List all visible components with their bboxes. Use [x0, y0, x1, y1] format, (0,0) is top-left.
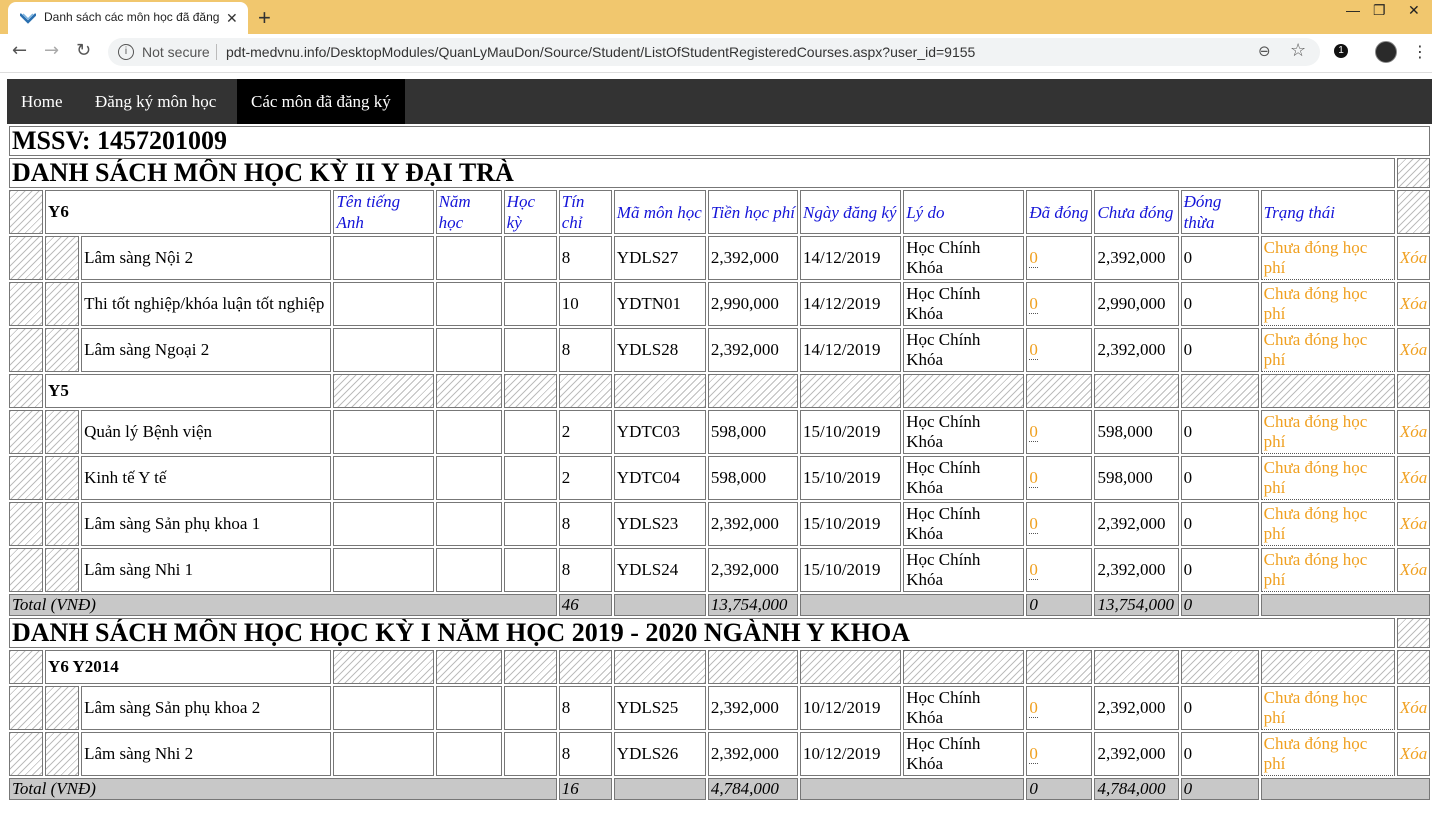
course-name: Lâm sàng Nhi 2 [81, 732, 331, 776]
course-name: Thi tốt nghiệp/khóa luận tốt nghiệp [81, 282, 331, 326]
omnibox-divider [216, 44, 217, 60]
unpaid-amount: 2,392,000 [1094, 236, 1178, 280]
course-name: Lâm sàng Ngoại 2 [81, 328, 331, 372]
col-tien-hoc-phi: Tiền học phí [708, 190, 798, 234]
course-fee: 2,392,000 [708, 236, 798, 280]
register-date: 15/10/2019 [800, 456, 901, 500]
section-title: DANH SÁCH MÔN HỌC KỲ II Y ĐẠI TRÀ [9, 158, 1395, 188]
info-icon[interactable]: i [118, 44, 134, 60]
register-date: 14/12/2019 [800, 236, 901, 280]
minimize-icon[interactable]: — [1346, 2, 1360, 18]
register-date: 15/10/2019 [800, 410, 901, 454]
total-overpaid: 0 [1181, 594, 1259, 616]
course-code: YDTN01 [614, 282, 706, 326]
paid-amount-link[interactable]: 0 [1029, 560, 1038, 579]
reason: Học Chính Khóa [903, 328, 1024, 372]
group-label: Y5 [45, 374, 331, 408]
course-fee: 598,000 [708, 410, 798, 454]
col-ten-tieng-anh: Tên tiếng Anh [333, 190, 433, 234]
course-fee: 598,000 [708, 456, 798, 500]
profile-avatar[interactable] [1375, 41, 1397, 63]
overpaid-amount: 0 [1181, 236, 1259, 280]
total-unpaid: 4,784,000 [1094, 778, 1178, 800]
unpaid-amount: 598,000 [1094, 456, 1178, 500]
course-name: Kinh tế Y tế [81, 456, 331, 500]
payment-status: Chưa đóng học phí [1261, 502, 1395, 546]
overpaid-amount: 0 [1181, 282, 1259, 326]
col-tin-chi: Tín chỉ [559, 190, 612, 234]
unpaid-amount: 598,000 [1094, 410, 1178, 454]
course-name: Lâm sàng Nhi 1 [81, 548, 331, 592]
payment-status: Chưa đóng học phí [1261, 456, 1395, 500]
col-hoc-ky: Học kỳ [504, 190, 557, 234]
mssv-row [9, 126, 1430, 156]
site-nav [7, 79, 1432, 124]
course-code: YDTC03 [614, 410, 706, 454]
group-label: Y6 [45, 190, 331, 234]
course-credits: 2 [559, 456, 612, 500]
register-date: 10/12/2019 [800, 732, 901, 776]
browser-toolbar [0, 34, 1432, 73]
overpaid-amount: 0 [1181, 410, 1259, 454]
overpaid-amount: 0 [1181, 732, 1259, 776]
close-tab-icon[interactable]: ✕ [226, 10, 238, 26]
course-credits: 8 [559, 328, 612, 372]
total-paid: 0 [1026, 778, 1092, 800]
payment-status: Chưa đóng học phí [1261, 686, 1395, 730]
reason: Học Chính Khóa [903, 456, 1024, 500]
reason: Học Chính Khóa [903, 732, 1024, 776]
payment-status: Chưa đóng học phí [1261, 410, 1395, 454]
group-row [9, 374, 1430, 408]
course-name: Lâm sàng Sản phụ khoa 2 [81, 686, 331, 730]
unpaid-amount: 2,392,000 [1094, 732, 1178, 776]
nav-registered-courses[interactable]: Các môn đã đăng ký [237, 79, 405, 124]
address-bar[interactable] [108, 38, 1320, 66]
table-row [9, 282, 1430, 326]
course-fee: 2,392,000 [708, 732, 798, 776]
paid-amount-link[interactable]: 0 [1029, 294, 1038, 313]
table-row [9, 732, 1430, 776]
delete-link[interactable]: Xóa [1397, 236, 1430, 280]
browser-menu-icon[interactable]: ⋮ [1412, 42, 1428, 61]
col-trang-thai: Trạng thái [1261, 190, 1395, 234]
table-row [9, 328, 1430, 372]
payment-status: Chưa đóng học phí [1261, 328, 1395, 372]
overpaid-amount: 0 [1181, 548, 1259, 592]
delete-link[interactable]: Xóa [1397, 502, 1430, 546]
table-row [9, 236, 1430, 280]
register-date: 14/12/2019 [800, 282, 901, 326]
delete-link[interactable]: Xóa [1397, 548, 1430, 592]
forward-icon[interactable]: → [44, 40, 60, 61]
col-ma-mon-hoc: Mã môn học [614, 190, 706, 234]
total-fee: 4,784,000 [708, 778, 798, 800]
overpaid-amount: 0 [1181, 686, 1259, 730]
section-title-row [9, 618, 1430, 648]
reason: Học Chính Khóa [903, 410, 1024, 454]
register-date: 15/10/2019 [800, 548, 901, 592]
col-chua-dong: Chưa đóng [1094, 190, 1178, 234]
table-row [9, 456, 1430, 500]
overpaid-amount: 0 [1181, 456, 1259, 500]
not-secure-label[interactable]: Not secure [142, 44, 210, 60]
paid-amount-link[interactable]: 0 [1029, 468, 1038, 487]
register-date: 15/10/2019 [800, 502, 901, 546]
section-title: DANH SÁCH MÔN HỌC HỌC KỲ I NĂM HỌC 2019 - 2020 NGÀNH Y KHOA [9, 618, 1395, 648]
col-ngay-dang-ky: Ngày đăng ký [800, 190, 901, 234]
paid-amount-link[interactable]: 0 [1029, 744, 1038, 763]
reason: Học Chính Khóa [903, 686, 1024, 730]
delete-link[interactable]: Xóa [1397, 456, 1430, 500]
paid-amount-link[interactable]: 0 [1029, 422, 1038, 441]
reason: Học Chính Khóa [903, 236, 1024, 280]
col-da-dong: Đã đóng [1026, 190, 1092, 234]
unpaid-amount: 2,990,000 [1094, 282, 1178, 326]
register-date: 14/12/2019 [800, 328, 901, 372]
browser-tab-strip [0, 0, 1432, 34]
course-name: Quản lý Bệnh viện [81, 410, 331, 454]
browser-tab[interactable] [8, 2, 248, 34]
register-date: 10/12/2019 [800, 686, 901, 730]
overpaid-amount: 0 [1181, 502, 1259, 546]
course-fee: 2,392,000 [708, 328, 798, 372]
section-title-row [9, 158, 1430, 188]
total-row [9, 594, 1430, 616]
course-credits: 2 [559, 410, 612, 454]
paid-amount-link[interactable]: 0 [1029, 698, 1038, 717]
reason: Học Chính Khóa [903, 282, 1024, 326]
payment-status: Chưa đóng học phí [1261, 548, 1395, 592]
course-credits: 8 [559, 686, 612, 730]
course-code: YDLS27 [614, 236, 706, 280]
student-id: MSSV: 1457201009 [9, 126, 1430, 156]
nav-register-courses[interactable]: Đăng ký môn học [95, 92, 217, 111]
zoom-icon[interactable]: ⊖ [1258, 42, 1271, 60]
back-icon[interactable]: ← [12, 40, 28, 61]
course-credits: 8 [559, 548, 612, 592]
total-unpaid: 13,754,000 [1094, 594, 1178, 616]
delete-link[interactable]: Xóa [1397, 732, 1430, 776]
tab-title: Danh sách các môn học đã đăng [44, 10, 220, 24]
course-code: YDLS28 [614, 328, 706, 372]
course-credits: 8 [559, 732, 612, 776]
extension-icon[interactable]: 1 [1334, 44, 1348, 58]
table-row [9, 548, 1430, 592]
table-row [9, 686, 1430, 730]
delete-link[interactable]: Xóa [1397, 328, 1430, 372]
total-fee: 13,754,000 [708, 594, 798, 616]
table-row [9, 502, 1430, 546]
course-code: YDLS25 [614, 686, 706, 730]
course-credits: 8 [559, 236, 612, 280]
col-dong-thua: Đóng thừa [1181, 190, 1259, 234]
registered-courses-table [7, 124, 1432, 802]
total-label: Total (VNĐ) [9, 594, 557, 616]
course-name: Lâm sàng Nội 2 [81, 236, 331, 280]
payment-status: Chưa đóng học phí [1261, 236, 1395, 280]
unpaid-amount: 2,392,000 [1094, 328, 1178, 372]
bookmark-star-icon[interactable]: ☆ [1290, 40, 1307, 61]
unpaid-amount: 2,392,000 [1094, 502, 1178, 546]
reload-icon[interactable]: ↻ [76, 40, 92, 61]
reason: Học Chính Khóa [903, 548, 1024, 592]
group-row [9, 650, 1430, 684]
paid-amount-link[interactable]: 0 [1029, 514, 1038, 533]
page-content [7, 124, 1432, 802]
course-code: YDLS24 [614, 548, 706, 592]
payment-status: Chưa đóng học phí [1261, 732, 1395, 776]
delete-link[interactable]: Xóa [1397, 282, 1430, 326]
group-label: Y6 Y2014 [45, 650, 331, 684]
total-credits: 16 [559, 778, 612, 800]
overpaid-amount: 0 [1181, 328, 1259, 372]
course-name: Lâm sàng Sản phụ khoa 1 [81, 502, 331, 546]
course-credits: 10 [559, 282, 612, 326]
total-label: Total (VNĐ) [9, 778, 557, 800]
col-ly-do: Lý do [903, 190, 1024, 234]
course-code: YDTC04 [614, 456, 706, 500]
total-row [9, 778, 1430, 800]
total-overpaid: 0 [1181, 778, 1259, 800]
col-nam-hoc: Năm học [436, 190, 502, 234]
paid-amount-link[interactable]: 0 [1029, 340, 1038, 359]
unpaid-amount: 2,392,000 [1094, 686, 1178, 730]
course-fee: 2,392,000 [708, 548, 798, 592]
restore-icon[interactable]: ❐ [1373, 2, 1386, 18]
course-fee: 2,392,000 [708, 686, 798, 730]
course-fee: 2,990,000 [708, 282, 798, 326]
payment-status: Chưa đóng học phí [1261, 282, 1395, 326]
paid-amount-link[interactable]: 0 [1029, 248, 1038, 267]
delete-link[interactable]: Xóa [1397, 410, 1430, 454]
course-code: YDLS23 [614, 502, 706, 546]
new-tab-icon[interactable]: + [258, 5, 271, 30]
table-header-row [9, 190, 1430, 234]
reason: Học Chính Khóa [903, 502, 1024, 546]
site-favicon-icon [20, 12, 36, 24]
unpaid-amount: 2,392,000 [1094, 548, 1178, 592]
close-window-icon[interactable]: ✕ [1408, 2, 1420, 18]
total-paid: 0 [1026, 594, 1092, 616]
nav-home[interactable]: Home [21, 92, 63, 111]
course-credits: 8 [559, 502, 612, 546]
total-credits: 46 [559, 594, 612, 616]
course-code: YDLS26 [614, 732, 706, 776]
delete-link[interactable]: Xóa [1397, 686, 1430, 730]
url-text[interactable]: pdt-medvnu.info/DesktopModules/QuanLyMauDon/Source/Student/ListOfStudentRegisteredCourses.aspx?user_id=9155 [226, 44, 976, 60]
table-row [9, 410, 1430, 454]
course-fee: 2,392,000 [708, 502, 798, 546]
